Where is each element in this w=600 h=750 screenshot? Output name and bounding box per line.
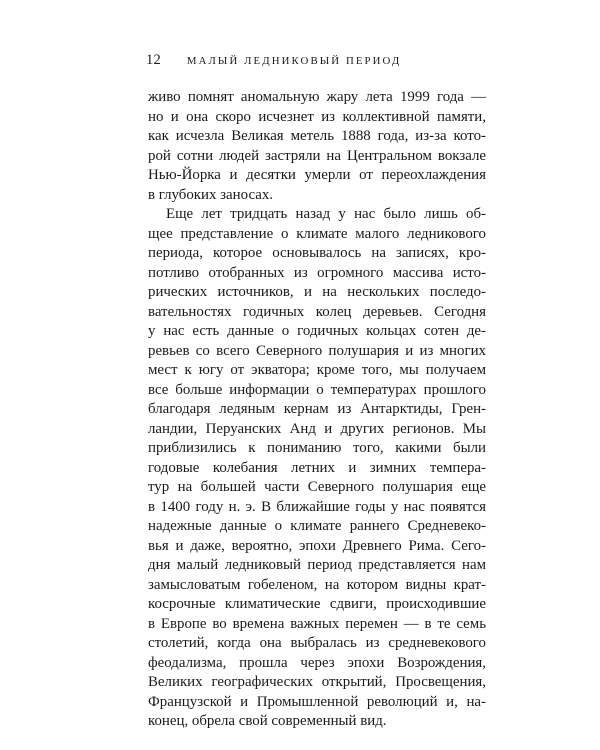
text-line: приблизились к пониманию того, какими были: [148, 440, 486, 456]
text-line: годовые колебания летних и зимних темпера-: [148, 459, 486, 476]
text-line: ландии, Перуанских Анд и других регионов. Мы: [148, 420, 486, 437]
text-line: вательностях годичных колец деревьев. Сегодня: [148, 303, 486, 320]
body-text: [148, 88, 486, 732]
text-line: рой сотни людей застряли на Центральном вокзале: [148, 147, 486, 164]
running-title: МАЛЫЙ ЛЕДНИКОВЫЙ ПЕРИОД: [186, 55, 402, 67]
text-line: замысловатым гобеленом, на котором видны крат-: [148, 576, 486, 593]
text-line: но и она скоро исчезнет из коллективной памяти,: [148, 108, 486, 125]
running-head: [146, 52, 506, 72]
text-line: в Европе во времена важных перемен — в те семь: [148, 615, 486, 632]
text-line: ревьев со всего Северного полушария и из многих: [148, 342, 486, 359]
text-line: Нью-Йорка и десятки умерли от переохлаждения: [148, 167, 486, 183]
paragraph-1: [148, 88, 486, 205]
text-line: как исчезла Великая метель 1888 года, из-за кото-: [148, 128, 486, 144]
text-line: все больше информации о температурах прошлого: [148, 381, 486, 398]
text-line: Французской и Промышленной революций и, на-: [148, 693, 486, 710]
text-line: Великих географических открытий, Просвещения,: [148, 674, 486, 690]
text-line: в 1400 году н. э. В ближайшие годы у нас появятся: [148, 498, 486, 515]
text-line: вья и даже, вероятно, эпохи Древнего Рима. Сего-: [148, 537, 486, 554]
text-line: Еще лет тридцать назад у нас было лишь об-: [166, 206, 486, 222]
text-line: рических источников, и на нескольких последо-: [148, 284, 486, 300]
text-line: мест к югу от экватора; кроме того, мы получаем: [148, 362, 486, 378]
text-line: периода, которое основывалось на записях, кро-: [148, 245, 486, 261]
paragraph-2: [148, 205, 486, 732]
text-line: потливо отобранных из огромного массива исто-: [148, 264, 486, 281]
page-number: 12: [146, 52, 161, 68]
text-line: косрочные климатические сдвиги, происходившие: [148, 596, 486, 612]
text-line: у нас есть данные о годичных кольцах сотен де-: [148, 323, 486, 339]
text-line: столетий, когда она выбралась из средневекового: [148, 635, 486, 651]
text-line: живо помнят аномальную жару лета 1999 года —: [148, 89, 486, 105]
text-line: надежные данные о климате раннего Средневеко-: [148, 518, 486, 534]
text-line: щее представление о климате малого ледникового: [148, 225, 486, 242]
text-line: дня малый ледниковый период представляется нам: [148, 557, 486, 573]
text-line: в глубоких заносах.: [148, 186, 274, 203]
text-line: феодализма, прошла через эпохи Возрождения,: [148, 654, 486, 671]
text-line: конец, обрела свой современный вид.: [148, 713, 387, 729]
text-line: благодаря ледяным кернам из Антарктиды, Грен-: [148, 401, 486, 417]
text-line: тур на большей части Северного полушария еще: [148, 479, 486, 495]
